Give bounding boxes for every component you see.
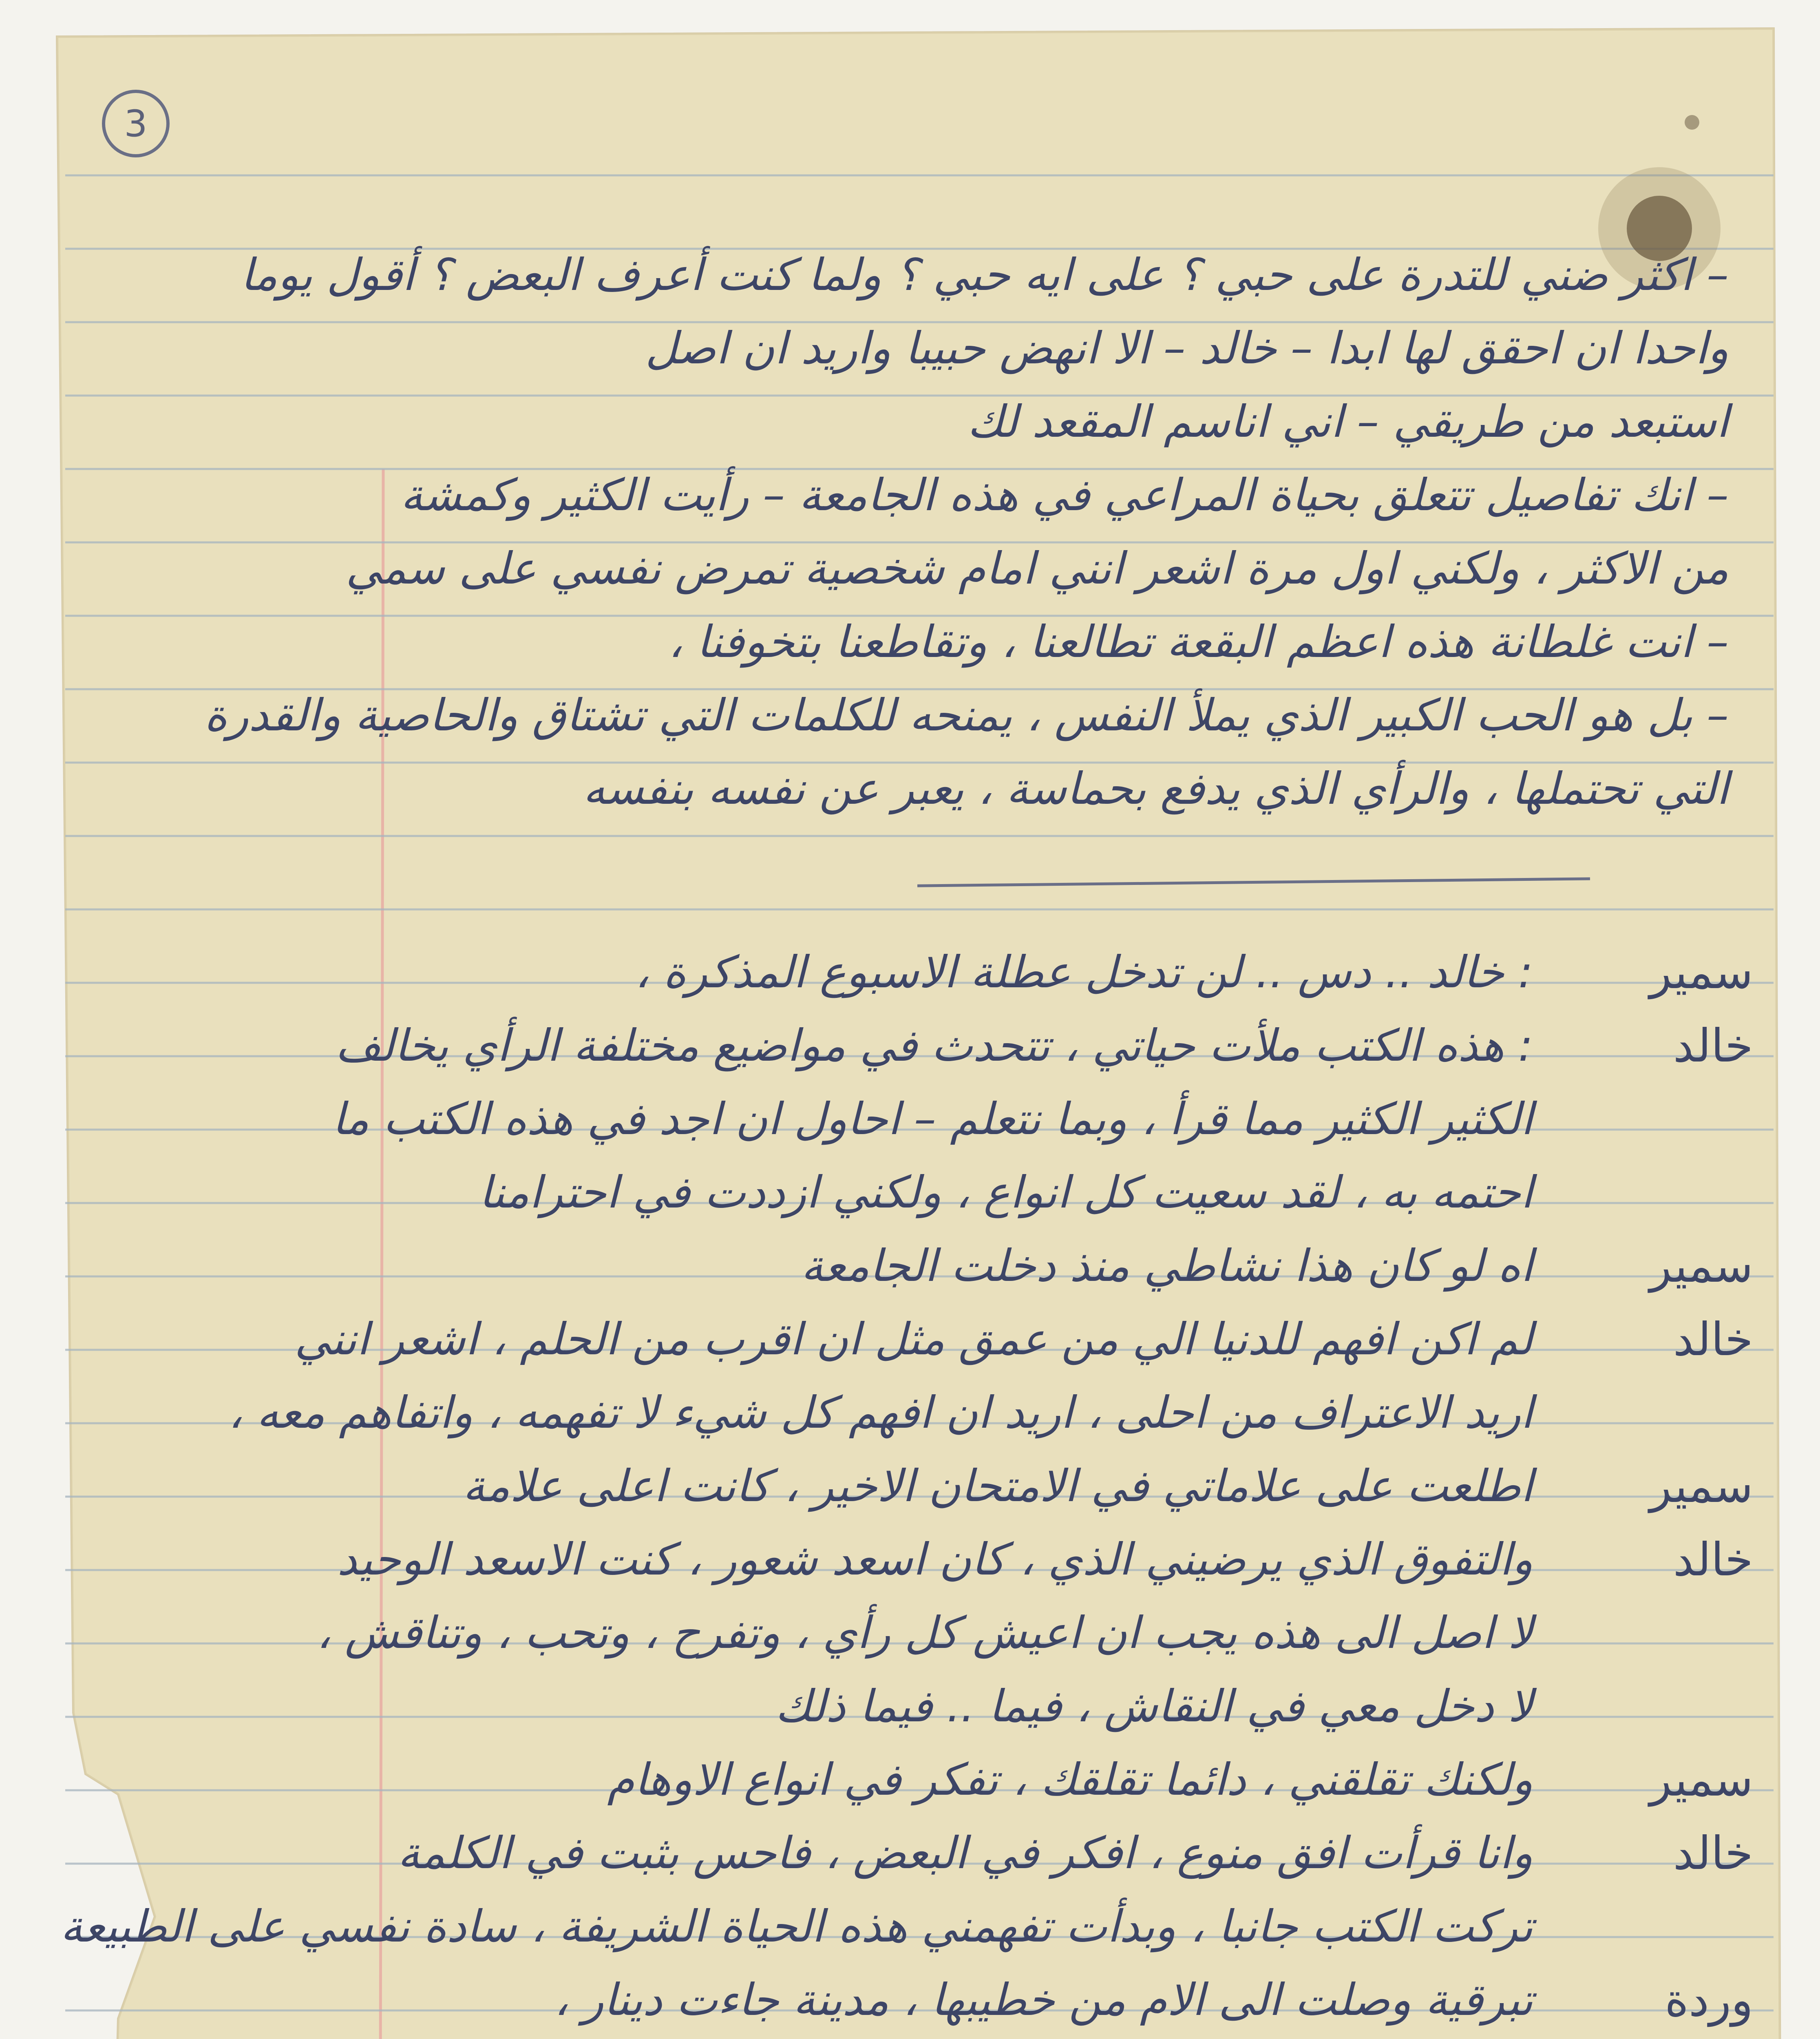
dialogue-line: وانا قرأت افق منوع ، افكر في البعض ، فاحس بثبت في الكلمة	[397, 1828, 1533, 1879]
page-number: 3	[102, 90, 170, 157]
paragraph-line: واحدا ان احقق لها ابدا – خالد – الا انهض حبيبا واريد ان اصل	[645, 323, 1729, 374]
speaker-name: خالد	[1673, 1313, 1753, 1366]
paragraph-line: استبعد من طريقي – اني اناسم المقعد لك	[967, 396, 1729, 447]
paragraph-line: – انك تفاصيل تتعلق بحياة المراعي في هذه الجامعة – رأيت الكثير وكمشة	[400, 470, 1729, 521]
dialogue-line: احتمه به ، لقد سعيت كل انواع ، ولكني ازددت في احترامنا	[479, 1167, 1533, 1218]
dialogue-line: اه لو كان هذا نشاطي منذ دخلت الجامعة	[801, 1241, 1533, 1292]
speaker-name: وردة	[1665, 1974, 1753, 2027]
dialogue-line: : هذه الكتب ملأت حياتي ، تتحدث في مواضيع مختلفة الرأي يخالف	[335, 1020, 1533, 1071]
speaker-name: خالد	[1673, 1020, 1753, 1073]
dialogue-line: تبرقية وصلت الى الام من خطيبها ، مدينة جاءت دينار ،	[554, 1975, 1533, 2026]
speaker-name: سمير	[1649, 946, 1753, 999]
speaker-name: سمير	[1649, 1754, 1753, 1807]
paragraph-line: التي تحتملها ، والرأي الذي يدفع بحماسة ، يعبر عن نفسه بنفسه	[583, 763, 1729, 814]
dialogue-line: لم اكن افهم للدنيا الي من عمق مثل ان اقرب من الحلم ، اشعر انني	[294, 1314, 1533, 1365]
speaker-name: سمير	[1649, 1240, 1753, 1293]
paragraph-line: – اكثر ضني للتدرة على حبي ؟ على ايه حبي ؟ ولما كنت أعرف البعض ؟ أقول يوما	[240, 250, 1729, 301]
paragraph-line: – انت غلطانة هذه اعظم البقعة تطالعنا ، وتقاطعنا بتخوفنا ،	[668, 617, 1729, 668]
dialogue-line: الكثير الكثير مما قرأ ، وبما نتعلم – احاول ان اجد في هذه الكتب ما	[332, 1094, 1533, 1145]
paragraph-line: من الاكثر ، ولكني اول مرة اشعر انني امام شخصية تمرض نفسي على سمي	[345, 543, 1729, 594]
speaker-name: خالد	[1673, 1533, 1753, 1586]
dialogue-line: لا دخل معي في النقاش ، فيما .. فيما ذلك	[775, 1681, 1533, 1732]
dialogue-line: اريد الاعتراف من احلى ، اريد ان افهم كل شيء لا تفهمه ، واتفاهم معه ،	[228, 1387, 1533, 1438]
dialogue-line: اطلعت على علاماتي في الامتحان الاخير ، كانت اعلى علامة	[462, 1461, 1533, 1512]
speaker-name: سمير	[1649, 1460, 1753, 1513]
dialogue-line: تركت الكتب جانبا ، وبدأت تفهمني هذه الحياة الشريفة ، سادة نفسي على الطبيعة	[60, 1901, 1533, 1952]
dialogue-line: والتفوق الذي يرضيني الذي ، كان اسعد شعور ، كنت الاسعد الوحيد	[337, 1534, 1533, 1585]
speaker-name: خالد	[1673, 1827, 1753, 1880]
section-divider	[917, 877, 1590, 887]
paragraph-line: – بل هو الحب الكبير الذي يملأ النفس ، يمنحه للكلمات التي تشتاق والحاصية والقدرة	[204, 690, 1729, 741]
dialogue-line: ولكنك تقلقني ، دائما تقلقك ، تفكر في انواع الاوهام	[607, 1754, 1533, 1805]
dialogue-line: لا اصل الى هذه يجب ان اعيش كل رأي ، وتفرح ، وتحب ، وتناقش ،	[316, 1608, 1533, 1659]
dialogue-line: : خالد .. دس .. لن تدخل عطلة الاسبوع المذكرة ،	[635, 947, 1533, 998]
